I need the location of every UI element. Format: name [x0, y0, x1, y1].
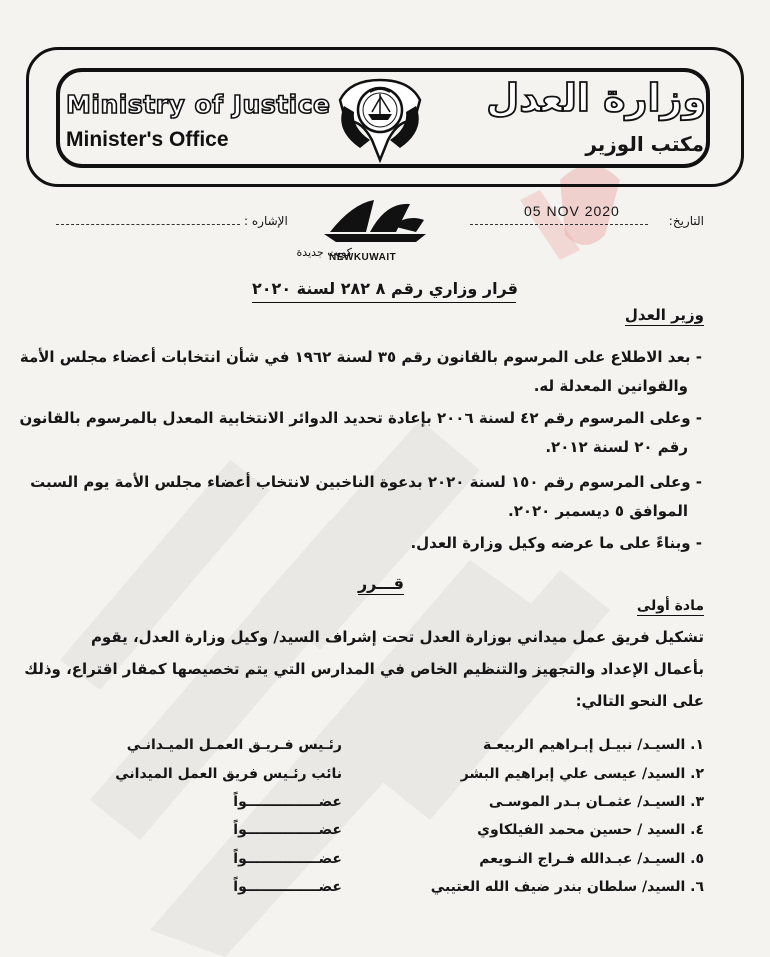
member-role: رئـيس فـريـق العمـل الميـدانـي: [126, 737, 342, 753]
preamble-line-6: الموافق ٥ ديسمبر ٢٠٢٠.: [508, 502, 688, 520]
member-name: ٣. السيـد/ عثمـان بـدر الموسـى: [488, 794, 704, 810]
ministry-title-ar: وزارة العدل: [486, 76, 706, 120]
preamble-line-3: - وعلى المرسوم رقم ٤٢ لسنة ٢٠٠٦ بإعادة تحديد الدوائر الانتخابية المعدل بالمرسوم بالقانون: [19, 409, 702, 427]
member-name: ٢. السيد/ عيسى علي إبراهيم البشر: [460, 766, 704, 782]
ref-dotted-line: [56, 224, 240, 225]
svg-text:كويت جديدة: كويت جديدة: [296, 246, 352, 259]
date-stamp: 05 NOV 2020: [524, 203, 620, 219]
preamble-line-7: - وبناءً على ما عرضه وكيل وزارة العدل.: [410, 534, 702, 552]
member-name: ١. السيـد/ نبيـل إبـراهيم الربيعـة: [483, 737, 704, 753]
ref-label: الإشاره :: [244, 214, 288, 228]
member-role: عضـــــــــــــــواً: [233, 794, 342, 810]
article-title: مادة أولى: [636, 598, 704, 614]
issuer-heading: وزير العدل: [624, 306, 704, 324]
office-title-ar: مكتب الوزير: [585, 132, 704, 156]
ministry-title-en: Ministry of Justice: [66, 90, 331, 119]
date-label: التاريخ:: [668, 214, 704, 228]
member-name: ٤. السيد / حسين محمد الفيلكاوي: [477, 822, 704, 838]
kuwait-emblem-icon: [330, 70, 430, 166]
article-line-2: بأعمال الإعداد والتجهيز والتنظيم الخاص في المدارس التي يتم تخصيصها كمقار اقتراع، وذلك: [24, 660, 704, 678]
date-dotted-line: [470, 224, 648, 225]
member-role: نائب رئـيس فريق العمل الميداني: [115, 766, 342, 782]
decision-title: قرار وزاري رقم ٨ ٢٨٢ لسنة ٢٠٢٠: [252, 279, 518, 298]
member-name: ٦. السيد/ سلطان بندر ضيف الله العتيبي: [430, 879, 704, 895]
member-role: عضـــــــــــــــواً: [233, 879, 342, 895]
preamble-line-4: رقم ٢٠ لسنة ٢٠١٢.: [545, 438, 688, 456]
preamble-line-1: - بعد الاطلاع على المرسوم بالقانون رقم ٣٥ لسنة ١٩٦٢ في شأن انتخابات أعضاء مجلس الأمة: [19, 348, 702, 366]
member-name: ٥. السيـد/ عبـدالله فـراج النـويعم: [479, 851, 704, 867]
member-role: عضـــــــــــــــواً: [233, 822, 342, 838]
decision-title-underline: [252, 302, 516, 303]
decides-heading: قـــرر: [357, 574, 404, 593]
preamble-line-2: والقوانين المعدلة له.: [533, 377, 688, 395]
article-line-1: تشكيل فريق عمل ميداني بوزارة العدل تحت إشراف السيد/ وكيل وزارة العدل، يقوم: [90, 628, 704, 646]
preamble-line-5: - وعلى المرسوم رقم ١٥٠ لسنة ٢٠٢٠ بدعوة الناخبين لانتخاب أعضاء مجلس الأمة يوم السبت: [30, 473, 702, 491]
article-line-3: على النحو التالي:: [575, 692, 704, 710]
new-kuwait-wordmark: NEWKUWAIT: [329, 252, 397, 263]
office-title-en: Minister's Office: [66, 128, 229, 151]
member-role: عضـــــــــــــــواً: [233, 851, 342, 867]
